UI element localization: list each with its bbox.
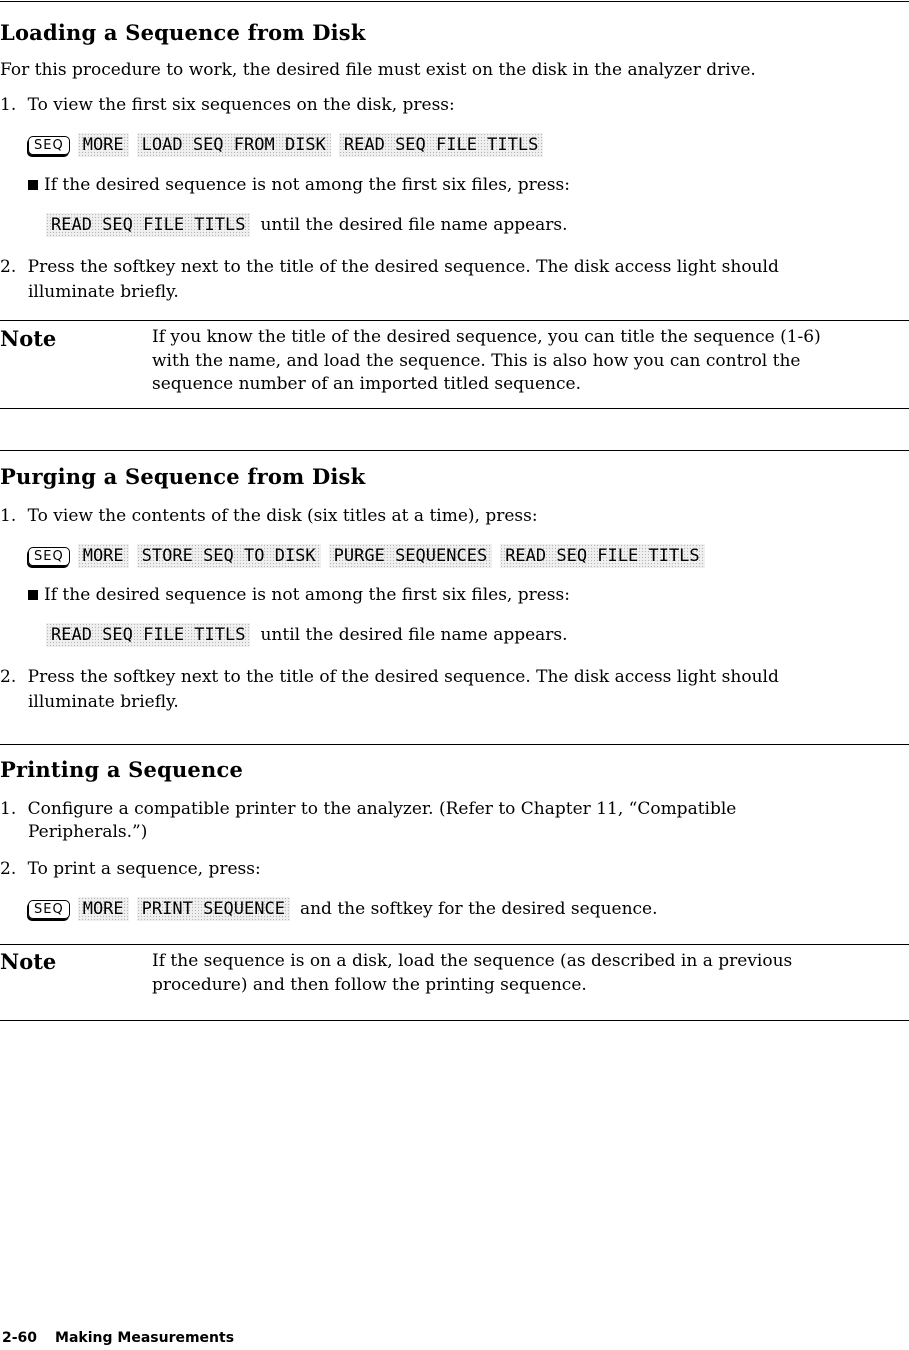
read-seq-file-titls-softkey[interactable]: READ SEQ FILE TITLS [339, 133, 543, 157]
step-number: 1. [0, 799, 17, 819]
note-top-rule [0, 320, 909, 321]
seq-hardkey[interactable]: SEQ [28, 900, 70, 919]
note-line: with the name, and load the sequence. This is also how you can control the [152, 350, 801, 371]
read-seq-file-titls-softkey[interactable]: READ SEQ FILE TITLS [46, 213, 250, 237]
chapter-title: Making Measurements [55, 1330, 235, 1346]
step-2-purging [0, 666, 779, 689]
section-title-loading: Loading a Sequence from Disk [0, 20, 366, 45]
step-2-continuation: illuminate briefly. [28, 282, 179, 302]
step-1-continuation: Peripherals.”) [28, 822, 148, 842]
repeat-key-row-purging [46, 623, 568, 647]
top-rule [0, 1, 909, 2]
note-label: Note [0, 949, 57, 974]
seq-hardkey[interactable]: SEQ [28, 136, 70, 155]
note-line: sequence number of an imported titled sequence. [152, 374, 581, 394]
step-text: Configure a compatible printer to the analyzer. (Refer to Chapter 11, “Compatible [27, 799, 737, 819]
bullet-text: If the desired sequence is not among the first six files, press: [44, 175, 570, 195]
intro-text: For this procedure to work, the desired file must exist on the disk in the analyzer drive. [0, 60, 756, 80]
note-line: If you know the title of the desired sequence, you can title the sequence (1-6) [152, 327, 821, 347]
section-title-purging: Purging a Sequence from Disk [0, 464, 366, 489]
step-number: 2. [0, 859, 17, 879]
more-softkey[interactable]: MORE [78, 133, 129, 157]
repeat-suffix: until the desired file name appears. [260, 625, 568, 645]
more-softkey[interactable]: MORE [78, 544, 129, 568]
step-1-purging [0, 505, 538, 528]
step-text: Press the softkey next to the title of the desired sequence. The disk access light should [27, 257, 779, 277]
note-text [152, 950, 897, 997]
section-rule [0, 744, 909, 745]
key-sequence-loading [28, 133, 543, 157]
step-number: 1. [0, 506, 17, 526]
page-number: 2-60 [2, 1330, 38, 1346]
step-text: To view the first six sequences on the disk, press: [27, 95, 455, 115]
bullet-text: If the desired sequence is not among the first six files, press: [44, 585, 570, 605]
note-bottom-rule [0, 1020, 909, 1021]
key-sequence-purging [28, 544, 705, 568]
step-1-printing [0, 798, 736, 821]
keys-suffix: and the softkey for the desired sequence. [299, 899, 658, 919]
note-line: procedure) and then follow the printing sequence. [152, 974, 587, 995]
section-title-printing: Printing a Sequence [0, 757, 244, 782]
more-softkey[interactable]: MORE [78, 897, 129, 921]
step-2-continuation: illuminate briefly. [28, 692, 179, 712]
bullet-icon [28, 180, 38, 190]
bullet-item-purging [28, 585, 570, 605]
step-text: To view the contents of the disk (six titles at a time), press: [27, 506, 538, 526]
seq-hardkey[interactable]: SEQ [28, 547, 70, 566]
repeat-suffix: until the desired file name appears. [260, 215, 568, 235]
step-number: 2. [0, 667, 17, 687]
load-seq-from-disk-softkey[interactable]: LOAD SEQ FROM DISK [137, 133, 331, 157]
step-text: Press the softkey next to the title of the desired sequence. The disk access light should [27, 667, 779, 687]
step-number: 2. [0, 257, 17, 277]
section-rule [0, 450, 909, 451]
key-sequence-printing [28, 897, 658, 921]
store-seq-to-disk-softkey[interactable]: STORE SEQ TO DISK [137, 544, 321, 568]
note-text [152, 326, 897, 397]
step-2-printing [0, 858, 261, 881]
note-line: If the sequence is on a disk, load the sequence (as described in a previous [152, 951, 793, 971]
note-label: Note [0, 326, 57, 351]
step-2-loading [0, 256, 779, 279]
bullet-item-loading [28, 175, 570, 195]
page-footer [2, 1330, 252, 1346]
step-text: To print a sequence, press: [27, 859, 261, 879]
bullet-icon [28, 590, 38, 600]
repeat-key-row-loading [46, 213, 568, 237]
read-seq-file-titls-softkey[interactable]: READ SEQ FILE TITLS [46, 623, 250, 647]
note-top-rule [0, 944, 909, 945]
note-bottom-rule [0, 408, 909, 409]
step-number: 1. [0, 95, 17, 115]
print-sequence-softkey[interactable]: PRINT SEQUENCE [137, 897, 290, 921]
step-1-loading [0, 94, 455, 117]
purge-sequences-softkey[interactable]: PURGE SEQUENCES [329, 544, 493, 568]
read-seq-file-titls-softkey[interactable]: READ SEQ FILE TITLS [500, 544, 704, 568]
